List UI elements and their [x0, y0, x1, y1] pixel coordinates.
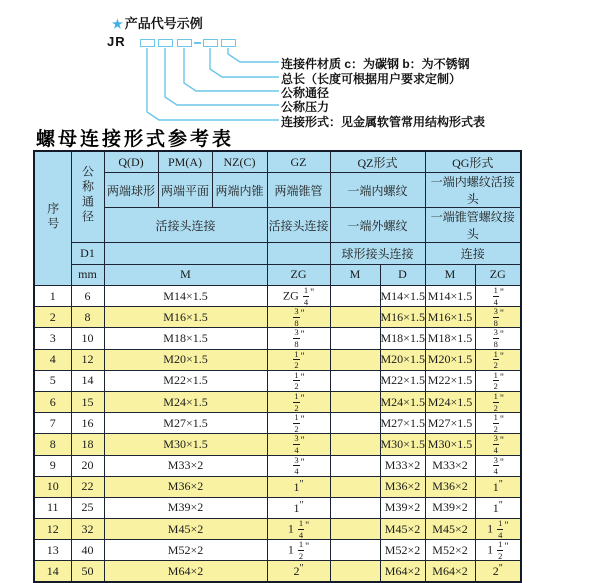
- cell-qz-d: M45×2: [380, 519, 425, 540]
- cell-qz-m: [330, 519, 380, 540]
- cell-qg-zg: 1": [475, 476, 521, 497]
- header-d1: D1: [71, 243, 104, 265]
- cell-qg-m: M22×1.5: [425, 370, 475, 391]
- cell-qg-zg: $\frac{1}{2}$ ": [475, 370, 521, 391]
- table-row: [34, 328, 521, 349]
- label-total-length: 总长（长度可根据用户要求定制）: [281, 72, 462, 86]
- cell-seq: 6: [34, 391, 71, 412]
- cell-qg-m: M39×2: [425, 497, 475, 518]
- cell-seq: 2: [34, 307, 71, 328]
- header-code-qz: QZ形式: [330, 151, 425, 173]
- cell-dn: 12: [71, 349, 104, 370]
- cell-seq: 1: [34, 286, 71, 307]
- label-material: 连接件材质 c：为碳钢 b：为不锈钢: [281, 57, 470, 71]
- cell-gz-zg: $\frac{3}{8}$ ": [267, 328, 330, 349]
- table-row: [34, 519, 521, 540]
- cell-qz-d: M64×2: [380, 561, 425, 582]
- cell-qg-zg: $\frac{1}{2}$ ": [475, 413, 521, 434]
- header-zg-gz: ZG: [267, 264, 330, 286]
- table-row: [34, 286, 521, 307]
- header-ends-pma: 两端平面: [158, 173, 212, 208]
- table-row: [34, 370, 521, 391]
- reference-table: [33, 150, 522, 583]
- cell-seq: 8: [34, 434, 71, 455]
- cell-qg-zg: $\frac{3}{4}$ ": [475, 434, 521, 455]
- cell-m: M33×2: [104, 455, 267, 476]
- header-m-span: M: [104, 264, 267, 286]
- cell-dn: 22: [71, 476, 104, 497]
- cell-m: M36×2: [104, 476, 267, 497]
- cell-dn: 32: [71, 519, 104, 540]
- cell-qg-m: M33×2: [425, 455, 475, 476]
- cell-qz-m: [330, 328, 380, 349]
- label-nominal-dia: 公称通径: [281, 86, 330, 100]
- header-ends-gz: 两端锥管: [267, 173, 330, 208]
- cell-m: M16×1.5: [104, 307, 267, 328]
- cell-qg-m: M52×2: [425, 540, 475, 561]
- cell-m: M20×1.5: [104, 349, 267, 370]
- cell-dn: 50: [71, 561, 104, 582]
- header-qz-m: M: [330, 264, 380, 286]
- header-qz-row3: 一端外螺纹: [330, 208, 425, 243]
- cell-gz-zg: 2": [267, 561, 330, 582]
- cell-qg-m: M16×1.5: [425, 307, 475, 328]
- cell-qz-m: [330, 497, 380, 518]
- cell-m: M14×1.5: [104, 286, 267, 307]
- table-row: [34, 540, 521, 561]
- cell-qg-m: M14×1.5: [425, 286, 475, 307]
- cell-qg-m: M30×1.5: [425, 434, 475, 455]
- header-mm: mm: [71, 264, 104, 286]
- header-qz-d: D: [380, 264, 425, 286]
- table-title: 螺母连接形式参考表: [36, 128, 235, 150]
- cell-qz-m: [330, 561, 380, 582]
- cell-qz-m: [330, 476, 380, 497]
- cell-seq: 4: [34, 349, 71, 370]
- header-dn: [71, 151, 104, 243]
- cell-gz-zg: $\frac{1}{2}$ ": [267, 391, 330, 412]
- cell-dn: 6: [71, 286, 104, 307]
- table-row: [34, 561, 521, 582]
- cell-qg-m: M36×2: [425, 476, 475, 497]
- cell-qz-m: [330, 370, 380, 391]
- header-qg-row3: 一端锥管螺纹接头: [425, 208, 521, 243]
- table-row: [34, 391, 521, 412]
- table-row: [34, 349, 521, 370]
- cell-m: M64×2: [104, 561, 267, 582]
- cell-dn: 25: [71, 497, 104, 518]
- header-union-left: 活接头连接: [104, 208, 267, 243]
- cell-qg-zg: $\frac{1}{2}$ ": [475, 349, 521, 370]
- cell-qz-m: [330, 434, 380, 455]
- cell-m: M52×2: [104, 540, 267, 561]
- cell-qg-zg: $\frac{3}{8}$ ": [475, 307, 521, 328]
- header-code-qg: QG形式: [425, 151, 521, 173]
- header-ends-nzc: 两端内锥: [212, 173, 267, 208]
- cell-qg-zg: $\frac{1}{2}$ ": [475, 391, 521, 412]
- cell-qz-d: M30×1.5: [380, 434, 425, 455]
- header-qg-zg: ZG: [475, 264, 521, 286]
- cell-dn: 8: [71, 307, 104, 328]
- header-code-qd: Q(D): [104, 151, 158, 173]
- header-code-gz: GZ: [267, 151, 330, 173]
- cell-m: M39×2: [104, 497, 267, 518]
- cell-gz-zg: $\frac{1}{2}$ ": [267, 370, 330, 391]
- header-qz-row4: 球形接头连接: [330, 243, 425, 265]
- cell-qz-m: [330, 349, 380, 370]
- header-ends-qd: 两端球形: [104, 173, 158, 208]
- cell-seq: 11: [34, 497, 71, 518]
- cell-qg-zg: 2": [475, 561, 521, 582]
- cell-gz-zg: $\frac{3}{4}$ ": [267, 455, 330, 476]
- cell-qz-d: M27×1.5: [380, 413, 425, 434]
- table-row: [34, 455, 521, 476]
- cell-gz-zg: ZG $\frac{1}{4}$ ": [267, 286, 330, 307]
- cell-gz-zg: 1 $\frac{1}{2}$ ": [267, 540, 330, 561]
- cell-seq: 3: [34, 328, 71, 349]
- cell-qg-zg: $\frac{1}{4}$ ": [475, 286, 521, 307]
- cell-qg-m: M18×1.5: [425, 328, 475, 349]
- table-body: [34, 286, 521, 583]
- cell-qg-zg: 1 $\frac{1}{2}$ ": [475, 540, 521, 561]
- cell-seq: 14: [34, 561, 71, 582]
- header-code-pma: PM(A): [158, 151, 212, 173]
- cell-qg-m: M45×2: [425, 519, 475, 540]
- diagram-title-text: 产品代号示例: [124, 16, 203, 31]
- header-qg-m: M: [425, 264, 475, 286]
- table-header: [34, 151, 521, 286]
- table-row: [34, 434, 521, 455]
- label-nominal-press: 公称压力: [281, 100, 330, 114]
- cell-dn: 10: [71, 328, 104, 349]
- header-seq: [34, 151, 71, 286]
- cell-gz-zg: $\frac{1}{2}$ ": [267, 413, 330, 434]
- cell-qz-m: [330, 286, 380, 307]
- cell-m: M30×1.5: [104, 434, 267, 455]
- cell-qz-m: [330, 413, 380, 434]
- cell-gz-zg: $\frac{1}{2}$ ": [267, 349, 330, 370]
- cell-qz-d: M24×1.5: [380, 391, 425, 412]
- cell-seq: 10: [34, 476, 71, 497]
- cell-seq: 13: [34, 540, 71, 561]
- header-d1-blank-left: [104, 243, 267, 265]
- header-qg-row2: 一端内螺纹活接头: [425, 173, 521, 208]
- cell-qg-m: M24×1.5: [425, 391, 475, 412]
- header-seq-text: 序号: [45, 201, 60, 232]
- cell-qz-d: M36×2: [380, 476, 425, 497]
- cell-dn: 16: [71, 413, 104, 434]
- cell-dn: 14: [71, 370, 104, 391]
- cell-qg-zg: $\frac{3}{4}$ ": [475, 455, 521, 476]
- cell-dn: 40: [71, 540, 104, 561]
- header-qg-row4: 连接: [425, 243, 521, 265]
- header-dn-text: 公称通径: [80, 165, 95, 225]
- cell-seq: 5: [34, 370, 71, 391]
- cell-qz-d: M14×1.5: [380, 286, 425, 307]
- cell-qz-m: [330, 540, 380, 561]
- cell-m: M27×1.5: [104, 413, 267, 434]
- cell-gz-zg: 1": [267, 476, 330, 497]
- cell-seq: 7: [34, 413, 71, 434]
- cell-qg-zg: 1 $\frac{1}{4}$ ": [475, 519, 521, 540]
- cell-qz-d: M20×1.5: [380, 349, 425, 370]
- header-qz-row2: 一端内螺纹: [330, 173, 425, 208]
- cell-qz-m: [330, 391, 380, 412]
- cell-qg-m: M64×2: [425, 561, 475, 582]
- cell-gz-zg: 1": [267, 497, 330, 518]
- cell-qz-m: [330, 307, 380, 328]
- cell-m: M24×1.5: [104, 391, 267, 412]
- cell-seq: 9: [34, 455, 71, 476]
- header-code-nzc: NZ(C): [212, 151, 267, 173]
- cell-dn: 20: [71, 455, 104, 476]
- cell-qz-d: M52×2: [380, 540, 425, 561]
- cell-qg-zg: $\frac{3}{8}$ ": [475, 328, 521, 349]
- header-union-gz: 活接头连接: [267, 208, 330, 243]
- cell-gz-zg: 1 $\frac{1}{4}$ ": [267, 519, 330, 540]
- cell-qz-d: M16×1.5: [380, 307, 425, 328]
- cell-gz-zg: $\frac{3}{8}$ ": [267, 307, 330, 328]
- cell-qz-d: M33×2: [380, 455, 425, 476]
- code-prefix: JR: [107, 34, 126, 49]
- table-row: [34, 307, 521, 328]
- table-row: [34, 476, 521, 497]
- star-icon: ★: [112, 17, 123, 31]
- cell-qg-m: M27×1.5: [425, 413, 475, 434]
- cell-qz-d: M22×1.5: [380, 370, 425, 391]
- header-d1-blank-gz: [267, 243, 330, 265]
- table-row: [34, 413, 521, 434]
- cell-qz-d: M18×1.5: [380, 328, 425, 349]
- cell-gz-zg: $\frac{3}{4}$ ": [267, 434, 330, 455]
- cell-m: M22×1.5: [104, 370, 267, 391]
- cell-seq: 12: [34, 519, 71, 540]
- cell-qz-m: [330, 455, 380, 476]
- cell-m: M45×2: [104, 519, 267, 540]
- table-row: [34, 497, 521, 518]
- cell-m: M18×1.5: [104, 328, 267, 349]
- cell-qz-d: M39×2: [380, 497, 425, 518]
- cell-dn: 15: [71, 391, 104, 412]
- cell-qg-m: M20×1.5: [425, 349, 475, 370]
- cell-qg-zg: 1": [475, 497, 521, 518]
- cell-dn: 18: [71, 434, 104, 455]
- label-connect-form: 连接形式：见金属软管常用结构形式表: [281, 115, 486, 129]
